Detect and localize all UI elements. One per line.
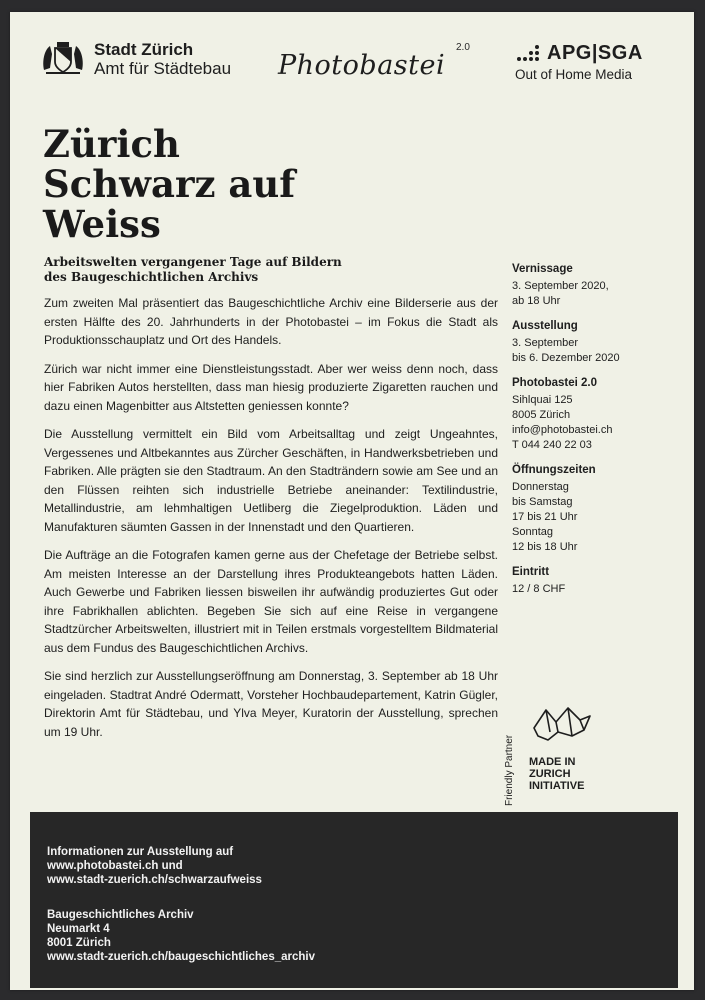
vernissage-block xyxy=(512,262,682,309)
opening-hours-line: Donnerstag xyxy=(512,481,569,493)
opening-hours-line: 17 bis 21 Uhr xyxy=(512,511,578,523)
footer-address-line: 8001 Zürich xyxy=(47,937,111,949)
venue-heading: Photobastei 2.0 xyxy=(512,377,597,389)
opening-hours-heading: Öffnungszeiten xyxy=(512,464,596,476)
title-line: Zürich xyxy=(43,122,180,166)
footer-link-archiv: www.stadt-zuerich.ch/baugeschichtliches_archiv xyxy=(47,951,315,963)
footer-address xyxy=(47,908,315,964)
zurich-coat-of-arms-icon xyxy=(40,40,86,76)
opening-hours-line: 12 bis 18 Uhr xyxy=(512,541,578,553)
vernissage-line: ab 18 Uhr xyxy=(512,295,561,307)
stadt-name: Stadt Zürich xyxy=(94,40,194,59)
subtitle-line: des Baugeschichtlichen Archivs xyxy=(44,270,259,284)
apg-tagline: Out of Home Media xyxy=(515,67,633,82)
event-info-sidebar xyxy=(512,262,682,607)
venue-email: info@photobastei.ch xyxy=(512,424,613,436)
flyer-page xyxy=(10,12,694,990)
opening-hours-line: Sonntag xyxy=(512,526,553,538)
footer-link-photobastei: www.photobastei.ch und xyxy=(47,860,183,872)
ausstellung-block xyxy=(512,319,682,366)
photobastei-logo xyxy=(278,42,470,81)
footer-info xyxy=(47,845,262,887)
admission-block xyxy=(512,565,682,597)
ausstellung-heading: Ausstellung xyxy=(512,320,578,332)
venue-phone: T 044 240 22 03 xyxy=(512,439,592,451)
made-in-zurich-lion-icon xyxy=(528,702,598,752)
opening-hours-block xyxy=(512,463,682,555)
made-in-zurich-text xyxy=(529,756,584,792)
subtitle xyxy=(44,255,484,285)
admission-price: 12 / 8 CHF xyxy=(512,583,566,595)
body-paragraph: Zum zweiten Mal präsentiert das Baugeschichtliche Archiv eine Bilderserie aus der ersten Hälfte des 20. Jahrhunderts in der Photobastei – im Fokus die Stadt als Produktionsschauplatz und Ort des Handels. xyxy=(44,296,498,347)
opening-hours-line: bis Samstag xyxy=(512,496,573,508)
body-paragraph: Die Ausstellung vermittelt ein Bild vom Arbeitsalltag und zeigt Ungeahntes, Vergessenes und Altbekanntes aus Zürcher Geschäften, in Handwerksbetrieben und Fabriken. Alle prägten sie den Stadtraum. An den Stadträndern sowie am See und an den Flüssen reihten sich industrielle Betriebe aneinander: Textilindustrie, Metallindustrie, am lehmhaltigen Uetliberg die Ziegelproduktion. Läden und Manufakturen säumten Gassen in der Innenstadt und den Quartieren. xyxy=(44,427,498,534)
title-line: Weiss xyxy=(43,202,161,246)
footer-info-line: Informationen zur Ausstellung auf xyxy=(47,846,234,858)
footer-address-line: Baugeschichtliches Archiv xyxy=(47,909,194,921)
stadt-department: Amt für Städtebau xyxy=(94,59,232,78)
miz-line: MADE IN xyxy=(529,756,576,768)
friendly-partner-label: Friendly Partner xyxy=(504,734,515,806)
vernissage-heading: Vernissage xyxy=(512,263,573,275)
footer-link-schwarzaufweiss: www.stadt-zuerich.ch/schwarzaufweiss xyxy=(47,874,262,886)
photobastei-wordmark: Photobastei xyxy=(278,50,446,81)
body-paragraph: Sie sind herzlich zur Ausstellungseröffnung am Donnerstag, 3. September ab 18 Uhr eingeladen. Stadtrat André Odermatt, Vorsteher Hochbaudepartement, Katrin Gügler, Direktorin Amt für Städtebau, und Ylva Meyer, Kuratorin der Ausstellung, sprechen um 19 Uhr. xyxy=(44,669,498,739)
body-paragraph: Zürich war nicht immer eine Dienstleistungsstadt. Aber wer weiss denn noch, dass hier Fabriken Autos herstellten, dass man hiesig produzierte Zigaretten rauchen und dazu einen Magenbitter aus Altstetten geniessen konnte? xyxy=(44,361,498,413)
footer-panel xyxy=(30,812,678,988)
apg-sga-logo xyxy=(515,42,643,82)
body-paragraph: Die Aufträge an die Fotografen kamen gerne aus der Chefetage der Betriebe selbst. Am meisten Interesse an der Darstellung ihres Produkteangebots hatten Läden. Auch Gewerbe und Fabriken liessen bisweilen ihr aufwändig produziertes Gut oder ihre Fabrikhallen ablichten. Begeben Sie sich auf eine Reise in vergangene Stadtzürcher Arbeitswelten, illustriert mit in Teilen erstmals vorgestelltem Bildmaterial aus dem Fundus des Baugeschichtlichen Archivs. xyxy=(44,548,498,655)
venue-block xyxy=(512,376,682,453)
apg-wordmark: APG|SGA xyxy=(547,42,643,64)
miz-line: ZURICH xyxy=(529,768,571,780)
admission-heading: Eintritt xyxy=(512,566,550,578)
vernissage-line: 3. September 2020, xyxy=(512,280,609,292)
page-title xyxy=(43,124,295,244)
stadt-zuerich-logo xyxy=(40,40,231,78)
ausstellung-line: bis 6. Dezember 2020 xyxy=(512,352,620,364)
photobastei-version: 2.0 xyxy=(456,42,470,53)
title-line: Schwarz auf xyxy=(43,162,296,206)
apg-dot-grid-icon xyxy=(515,44,543,64)
venue-city: 8005 Zürich xyxy=(512,409,571,421)
footer-address-line: Neumarkt 4 xyxy=(47,923,110,935)
venue-street: Sihlquai 125 xyxy=(512,394,573,406)
body-text xyxy=(44,294,498,751)
ausstellung-line: 3. September xyxy=(512,337,579,349)
miz-line: INITIATIVE xyxy=(529,780,585,792)
subtitle-line: Arbeitswelten vergangener Tage auf Bildern xyxy=(44,255,342,269)
